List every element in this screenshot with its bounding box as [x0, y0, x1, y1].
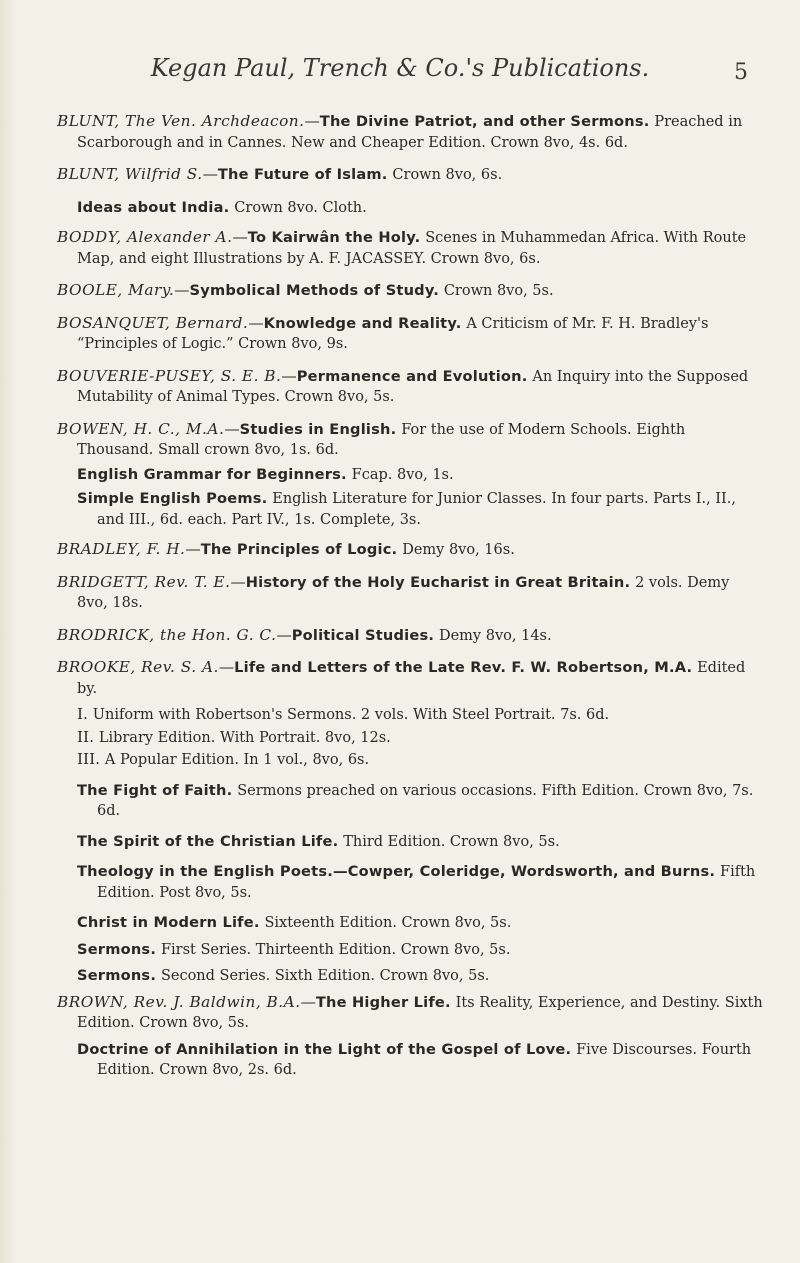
edition-text: Uniform with Robertson's Sermons. 2 vols. With Steel Portrait. 7s. 6d. [92, 707, 610, 723]
entry-details: Sixteenth Edition. Crown 8vo, 5s. [264, 915, 512, 931]
entry-details: Fifth Edition. Post 8vo, 5s. [97, 864, 756, 901]
entry-author: BROWN, Rev. J. Baldwin, B.A. [57, 992, 301, 1011]
catalogue-sub-entry [57, 465, 763, 486]
entry-details: Edited by. [77, 660, 746, 697]
entry-title: Theology in the English Poets.—Cowper, Coleridge, Wordsworth, and Burns. [77, 863, 716, 880]
edition-item [57, 705, 763, 726]
edition-numeral: III. [77, 750, 100, 768]
entry-details: Scenes in Muhammedan Africa. With Route Map, and eight Illustrations by A. F. JACASSEY. Crown 8vo, 6s. [77, 230, 747, 267]
entry-details: An Inquiry into the Supposed Mutability of Animal Types. Crown 8vo, 5s. [77, 368, 749, 405]
entry-details: 2 vols. Demy 8vo, 18s. [77, 574, 730, 611]
entry-title: The Divine Patriot, and other Sermons. [319, 113, 650, 130]
catalogue-entry: BLUNT, The Ven. Archdeacon.—The Divine Patriot, and other Sermons. Preached in Scarborough and in Cannes. New and Cheaper Edition. Crown 8vo, 4s. 6d. [57, 112, 743, 151]
entry-title: The Future of Islam. [217, 166, 388, 183]
edition-item [57, 750, 763, 771]
entry-title: The Spirit of the Christian Life. [77, 832, 339, 850]
entry-title: The Higher Life. [315, 993, 451, 1011]
entry-author: BLUNT, The Ven. Archdeacon. [57, 112, 305, 130]
entry-author: BOWEN, H. C., M.A. [57, 419, 225, 438]
entry-details: Third Edition. Crown 8vo, 5s. [343, 833, 560, 850]
entry-title: Simple English Poems. [77, 490, 268, 507]
entry-author: BOSANQUET, Bernard. [57, 313, 249, 332]
entry-author: BLUNT, Wilfrid S. [57, 165, 203, 183]
entry-title: The Principles of Logic. [200, 541, 398, 558]
catalogue-entry: BOOLE, Mary.—Symbolical Methods of Study. Crown 8vo, 5s. [57, 281, 554, 299]
catalogue-sub-entry [57, 198, 763, 219]
entry-title: Ideas about India. [77, 198, 230, 216]
entry-details: First Series. Thirteenth Edition. Crown 8vo, 5s. [160, 941, 511, 958]
catalogue-entry: BRODRICK, the Hon. G. C.—Political Studies. Demy 8vo, 14s. [57, 625, 552, 644]
entry-title: Studies in English. [239, 420, 397, 438]
entry-author: BRODRICK, the Hon. G. C. [57, 625, 277, 644]
running-header: Kegan Paul, Trench & Co.'s Publications. [150, 54, 650, 82]
entry-author: BRADLEY, F. H. [57, 540, 186, 558]
entry-details: Crown 8vo, 5s. [443, 283, 554, 299]
entry-details: Preached in Scarborough and in Cannes. New and Cheaper Edition. Crown 8vo, 4s. 6d. [77, 114, 743, 151]
edition-item [57, 728, 763, 749]
entry-title: Christ in Modern Life. [77, 914, 260, 931]
entry-details: Its Reality, Experience, and Destiny. Sixth Edition. Crown 8vo, 5s. [77, 994, 763, 1031]
entry-author: BODDY, Alexander A. [57, 228, 233, 246]
page-gutter-shadow [0, 0, 18, 1263]
catalogue-sub-entry [57, 862, 763, 903]
catalogue-entry: BOWEN, H. C., M.A.—Studies in English. For the use of Modern Schools. Eighth Thousand. Small crown 8vo, 1s. 6d. [57, 419, 686, 458]
catalogue-entry: BRADLEY, F. H.—The Principles of Logic. Demy 8vo, 16s. [57, 540, 515, 558]
entry-title: Permanence and Evolution. [296, 367, 528, 385]
entry-author: BOOLE, Mary. [57, 281, 175, 299]
entry-details: Demy 8vo, 16s. [402, 542, 515, 558]
edition-numeral: I. [77, 705, 88, 723]
entry-author: BROOKE, Rev. S. A. [57, 658, 219, 676]
entry-title: Sermons. [77, 967, 157, 984]
entry-title: Knowledge and Reality. [263, 314, 462, 332]
catalogue-sub-entry [57, 966, 763, 987]
catalogue-sub-entry [57, 781, 763, 822]
entry-details: Sermons preached on various occasions. Fifth Edition. Crown 8vo, 7s. 6d. [97, 782, 754, 819]
entry-title: Symbolical Methods of Study. [189, 282, 439, 299]
catalogue-entry: BLUNT, Wilfrid S.—The Future of Islam. Crown 8vo, 6s. [57, 165, 503, 183]
catalogue-sub-entry [57, 832, 763, 853]
edition-text: Library Edition. With Portrait. 8vo, 12s. [98, 729, 391, 746]
entry-details: Crown 8vo. Cloth. [234, 199, 367, 216]
entry-title: English Grammar for Beginners. [77, 465, 347, 483]
entry-title: Doctrine of Annihilation in the Light of the Gospel of Love. [77, 1040, 572, 1058]
catalogue-entry: BROWN, Rev. J. Baldwin, B.A.—The Higher Life. Its Reality, Experience, and Destiny. Sixth Edition. Crown 8vo, 5s. [57, 992, 763, 1031]
edition-numeral: II. [77, 727, 94, 746]
entry-author: BRIDGETT, Rev. T. E. [57, 572, 231, 591]
catalogue-sub-entry [57, 940, 763, 961]
entry-title: To Kairwân the Holy. [247, 229, 421, 246]
entry-details: Five Discourses. Fourth Edition. Crown 8vo, 2s. 6d. [97, 1041, 752, 1078]
entry-title: Political Studies. [291, 626, 435, 644]
catalogue-sub-entry [57, 489, 763, 530]
entry-title: Life and Letters of the Late Rev. F. W. Robertson, M.A. [234, 659, 693, 676]
catalogue-sub-entry [57, 1040, 763, 1081]
entry-title: Sermons. [77, 940, 157, 958]
catalogue-entry: BOUVERIE-PUSEY, S. E. B.—Permanence and Evolution. An Inquiry into the Supposed Mutability of Animal Types. Crown 8vo, 5s. [57, 366, 749, 405]
catalogue-entry: BODDY, Alexander A.—To Kairwân the Holy. Scenes in Muhammedan Africa. With Route Map, and eight Illustrations by A. F. JACASSEY. Crown 8vo, 6s. [57, 228, 747, 267]
entry-details: Fcap. 8vo, 1s. [351, 466, 454, 483]
catalogue-entry: BROOKE, Rev. S. A.—Life and Letters of the Late Rev. F. W. Robertson, M.A. Edited by. [57, 658, 746, 697]
entry-author: BOUVERIE-PUSEY, S. E. B. [57, 366, 282, 385]
entry-details: For the use of Modern Schools. Eighth Thousand. Small crown 8vo, 1s. 6d. [77, 421, 686, 458]
catalogue-entry: BRIDGETT, Rev. T. E.—History of the Holy Eucharist in Great Britain. 2 vols. Demy 8vo, 18s. [57, 572, 730, 611]
catalogue-listing [57, 112, 763, 1091]
entry-details: Crown 8vo, 6s. [392, 167, 503, 183]
entry-title: The Fight of Faith. [77, 781, 233, 799]
page-number: 5 [734, 60, 748, 85]
edition-text: A Popular Edition. In 1 vol., 8vo, 6s. [104, 752, 370, 768]
entry-details: Second Series. Sixth Edition. Crown 8vo, 5s. [160, 968, 490, 984]
catalogue-entry: BOSANQUET, Bernard.—Knowledge and Reality. A Criticism of Mr. F. H. Bradley's “Principles of Logic.” Crown 8vo, 9s. [57, 313, 709, 352]
entry-details: Demy 8vo, 14s. [438, 627, 552, 644]
entry-details: A Criticism of Mr. F. H. Bradley's “Principles of Logic.” Crown 8vo, 9s. [77, 315, 709, 352]
entry-title: History of the Holy Eucharist in Great Britain. [245, 573, 631, 591]
entry-details: English Literature for Junior Classes. In four parts. Parts I., II., and III., 6d. each. Part IV., 1s. Complete, 3s. [97, 491, 736, 528]
catalogue-sub-entry [57, 913, 763, 934]
